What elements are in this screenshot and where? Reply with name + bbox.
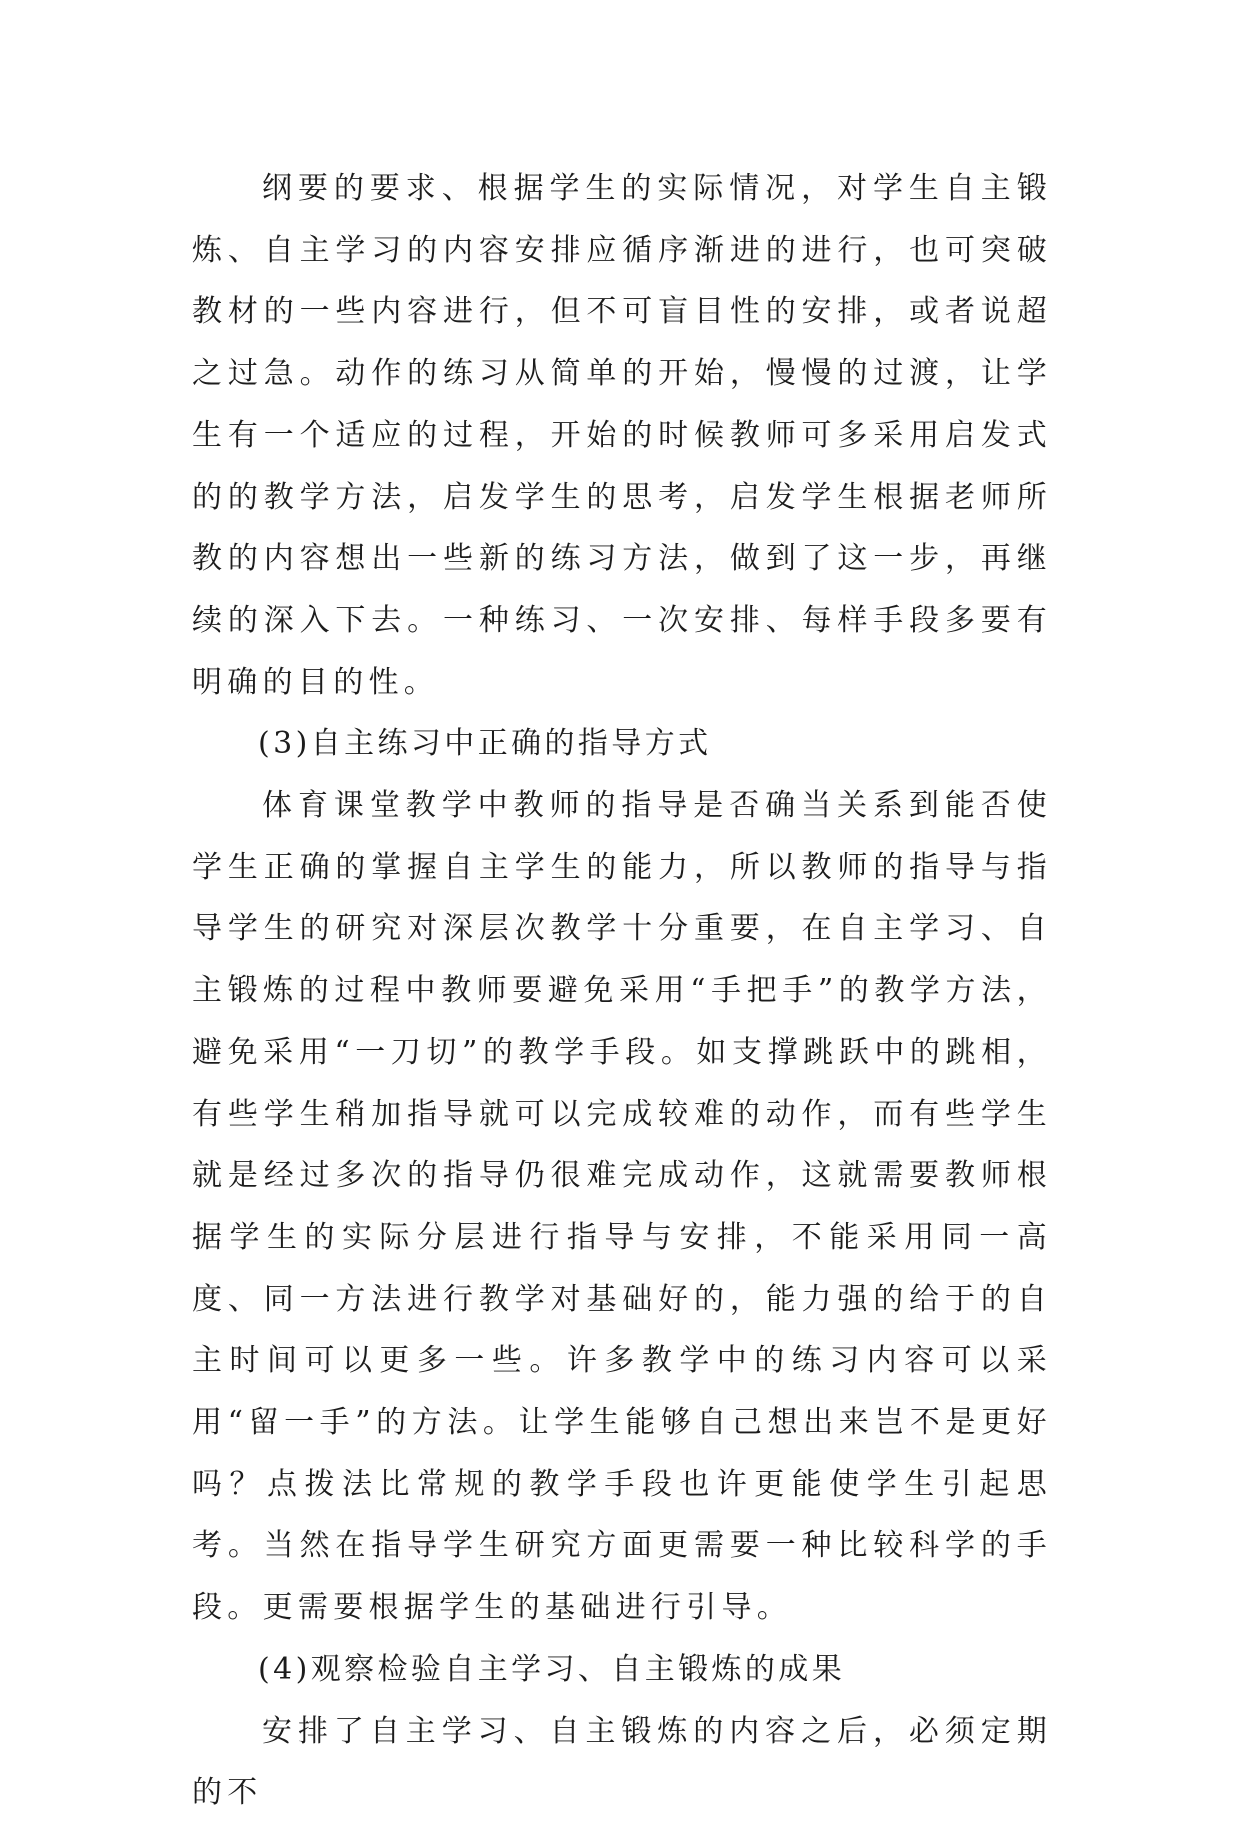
paragraph-results: 安排了自主学习、自主锻炼的内容之后，必须定期的不 [192,1713,1052,1811]
document-body [192,158,1052,1824]
paragraph-continuation: 纲要的要求、根据学生的实际情况，对学生自主锻炼、自主学习的内容安排应循序渐进的进行，也可突破教材的一些内容进行，但不可盲目性的安排，或者说超之过急。动作的练习从简单的开始，慢慢的过渡，让学生有一个适应的过程，开始的时候教师可多采用启发式的的教学方法，启发学生的思考，启发学生根据老师所教的内容想出一些新的练习方法，做到了这一步，再继续的深入下去。一种练习、一次安排、每样手段多要有明确的目的性。 [192,171,1052,700]
paragraph-guidance: 体育课堂教学中教师的指导是否确当关系到能否使学生正确的掌握自主学生的能力，所以教师的指导与指导学生的研究对深层次教学十分重要，在自主学习、自主锻炼的过程中教师要避免采用“手把手”的教学方法，避免采用“一刀切”的教学手段。如支撑跳跃中的跳相，有些学生稍加指导就可以完成较难的动作，而有些学生就是经过多次的指导仍很难完成动作，这就需要教师根据学生的实际分层进行指导与安排，不能采用同一高度、同一方法进行教学对基础好的，能力强的给于的自主时间可以更多一些。许多教学中的练习内容可以采用“留一手”的方法。让学生能够自己想出来岂不是更好吗？点拨法比常规的教学手段也许更能使学生引起思考。当然在指导学生研究方面更需要一种比较科学的手段。更需要根据学生的基础进行引导。 [192,788,1052,1626]
section-heading-4: (4)观察检验自主学习、自主锻炼的成果 [258,1651,846,1687]
section-heading-3: (3)自主练习中正确的指导方式 [258,726,712,762]
